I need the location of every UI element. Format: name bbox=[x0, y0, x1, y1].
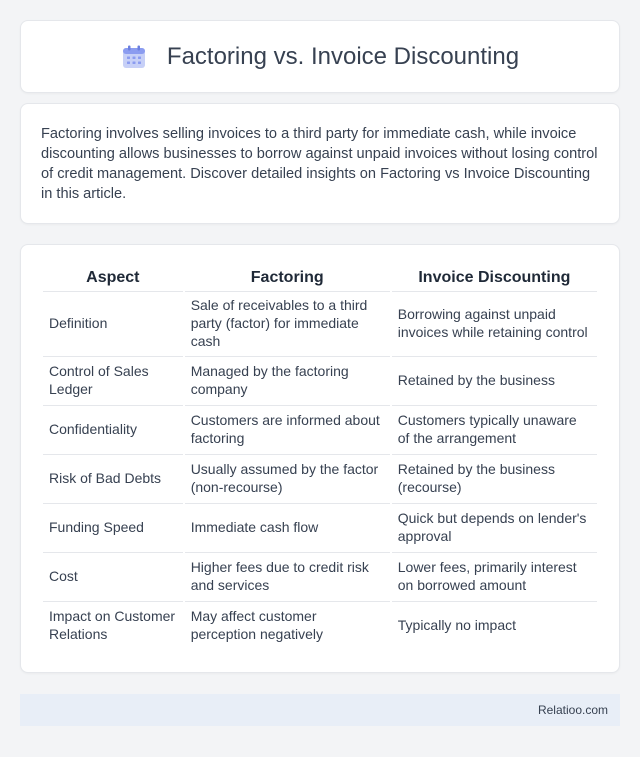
cell-invoice-discounting: Borrowing against unpaid invoices while retaining control bbox=[392, 291, 597, 354]
table-row bbox=[43, 291, 597, 354]
table-row bbox=[43, 356, 597, 403]
table-row bbox=[43, 601, 597, 648]
table-header-row bbox=[43, 267, 597, 289]
table-row bbox=[43, 454, 597, 501]
cell-invoice-discounting: Customers typically unaware of the arrangement bbox=[392, 405, 597, 452]
cell-factoring: Immediate cash flow bbox=[185, 503, 390, 550]
table-row bbox=[43, 405, 597, 452]
comparison-table bbox=[41, 265, 599, 650]
cell-invoice-discounting: Lower fees, primarily interest on borrowed amount bbox=[392, 552, 597, 599]
cell-factoring: Usually assumed by the factor (non-recourse) bbox=[185, 454, 390, 501]
table-row bbox=[43, 552, 597, 599]
cell-invoice-discounting: Typically no impact bbox=[392, 601, 597, 648]
header-invoice-discounting: Invoice Discounting bbox=[418, 269, 571, 286]
table-row bbox=[43, 503, 597, 550]
page-title: Factoring vs. Invoice Discounting bbox=[166, 42, 520, 70]
cell-aspect: Funding Speed bbox=[43, 503, 183, 550]
header-aspect: Aspect bbox=[86, 269, 140, 286]
cell-invoice-discounting: Quick but depends on lender's approval bbox=[392, 503, 597, 550]
cell-invoice-discounting: Retained by the business (recourse) bbox=[392, 454, 597, 501]
header-factoring: Factoring bbox=[250, 269, 324, 286]
intro-card bbox=[20, 103, 620, 224]
calendar-icon bbox=[121, 44, 147, 70]
cell-invoice-discounting: Retained by the business bbox=[392, 356, 597, 403]
comparison-table-card bbox=[20, 244, 620, 673]
cell-factoring: Higher fees due to credit risk and services bbox=[185, 552, 390, 599]
cell-aspect: Impact on Customer Relations bbox=[43, 601, 183, 648]
cell-aspect: Cost bbox=[43, 552, 183, 599]
cell-aspect: Control of Sales Ledger bbox=[43, 356, 183, 403]
cell-aspect: Confidentiality bbox=[43, 405, 183, 452]
cell-aspect: Definition bbox=[43, 291, 183, 354]
intro-text: Factoring involves selling invoices to a third party for immediate cash, while invoice discounting allows businesses to borrow against unpaid invoices without losing control of credit management. Discover detailed insights on Factoring vs Invoice Discounting in this article. bbox=[41, 126, 598, 202]
cell-factoring: May affect customer perception negatively bbox=[185, 601, 390, 648]
title-card bbox=[20, 20, 620, 93]
cell-factoring: Customers are informed about factoring bbox=[185, 405, 390, 452]
footer-brand: Relatioo.com bbox=[537, 703, 608, 717]
cell-factoring: Sale of receivables to a third party (factor) for immediate cash bbox=[185, 291, 390, 354]
cell-factoring: Managed by the factoring company bbox=[185, 356, 390, 403]
footer bbox=[20, 694, 620, 726]
cell-aspect: Risk of Bad Debts bbox=[43, 454, 183, 501]
